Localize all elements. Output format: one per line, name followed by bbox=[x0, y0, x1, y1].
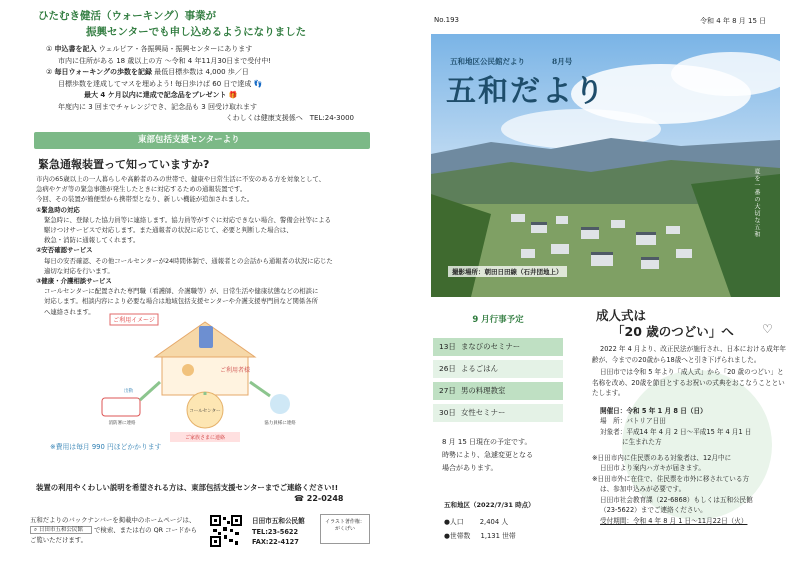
illus-center-label: コールセンター bbox=[189, 409, 221, 414]
gift-icon: 🎁 bbox=[228, 91, 238, 99]
price-note: ※費用は毎月 990 円ほどかかります bbox=[50, 443, 162, 451]
population-title: 五和地区（2022/7/31 時点） bbox=[444, 501, 535, 509]
walking-subtitle: 振興センターでも申し込めるようになりました bbox=[86, 26, 307, 38]
walking-steps bbox=[46, 44, 366, 125]
walking-step-2-note: 目標歩数を達成してマスを埋めよう! 毎日歩けば 60 日で達成 👣 bbox=[58, 79, 263, 88]
heart-hands-icon: ♡ bbox=[762, 322, 773, 336]
schedule-row: 26日 よるごはん bbox=[433, 360, 563, 378]
search-keyword-box: ⌕ 日田市五和公民館 bbox=[30, 526, 92, 534]
arrow-icon bbox=[140, 382, 160, 400]
phone-icon: ☎ bbox=[294, 494, 304, 503]
org-contact: 日田市五和公民館 TEL:23-5622 FAX:22-4127 bbox=[252, 517, 305, 546]
east-center-banner: 東部包括支援センターより bbox=[34, 132, 370, 149]
coming-of-age-subtitle: 「20 歳のつどい」へ bbox=[612, 324, 734, 339]
search-icon: ⌕ bbox=[34, 527, 38, 533]
schedule-heading: 9 月行事予定 bbox=[472, 315, 524, 325]
illus-rescue-label: 消防署に連絡 bbox=[108, 421, 136, 426]
illus-dispatch-label: 出動 bbox=[124, 389, 133, 394]
issue-number: No.193 bbox=[434, 16, 459, 24]
walking-step-2: ② 毎日ウォーキングの歩数を記録 最低目標歩数は 4,000 歩／日 bbox=[46, 68, 249, 76]
walking-step-1-note: 市内に住所がある 18 歳以上の方 ～令和 4 年11月30日まで受付中! bbox=[58, 56, 272, 65]
emergency-device-title: 緊急通報装置って知っていますか? bbox=[38, 158, 210, 171]
schedule-row: 27日 男の料理教室 bbox=[433, 382, 563, 400]
photo-caption: 撮影場所：朝田日田線（石井団地上） bbox=[448, 266, 567, 277]
elder-person-icon bbox=[182, 364, 194, 376]
population-households: ●世帯数 1,131 世帯 bbox=[444, 532, 516, 540]
walking-title: ひたむき健活（ウォーキング）事業が bbox=[38, 10, 217, 22]
vertical-caption: 夏を一番の大切な五和 bbox=[753, 168, 760, 238]
usage-illustration bbox=[100, 312, 310, 448]
qr-code-icon[interactable] bbox=[210, 515, 242, 547]
illus-label: ご利用イメージ bbox=[113, 317, 155, 324]
illustration-credit: イラスト著作権： がくげい bbox=[320, 514, 370, 544]
phone-icon bbox=[199, 326, 213, 348]
walking-step-1: ① 申込書を記入 ウェルピア・各振興局・振興センターにあります bbox=[46, 45, 253, 53]
arrow-icon bbox=[250, 382, 270, 396]
contact-cta: 装置の利用やくわしい説明を希望される方は、東部包括支援センターまでご連絡ください!! bbox=[36, 483, 339, 492]
schedule-row: 30日 女性セミナー bbox=[433, 404, 563, 422]
coming-of-age-title: 成人式は bbox=[596, 308, 647, 323]
right-page bbox=[400, 0, 800, 565]
schedule-row: 13日 まなびのセミナー bbox=[433, 338, 563, 356]
house-icon bbox=[162, 357, 251, 395]
walking-contact: くわしくは健康支援係へ TEL:24-3000 bbox=[225, 114, 354, 122]
illus-user-label: ご利用者様 bbox=[220, 367, 251, 374]
illus-helper-label: 協力員様に連絡 bbox=[264, 421, 296, 426]
masthead-month: 8月号 bbox=[552, 57, 573, 66]
masthead-subtitle: 五和地区公民館だより bbox=[450, 57, 525, 66]
footer bbox=[30, 512, 370, 552]
helper-icon bbox=[270, 394, 290, 414]
ambulance-icon bbox=[102, 398, 140, 416]
masthead-title: 五和だより bbox=[446, 74, 606, 109]
walking-prize: 最大 4 ケ月以内に達成で記念品をプレゼント 🎁 bbox=[84, 91, 238, 99]
emergency-device-body: 市内の65歳以上の一人暮らしや高齢者のみの世帯で、健康や日常生活に不安のある方を対象として、 急病やケガ等の緊急事態が発生したときに対応するための通報装置です。 今回、その装置が簡便型から携帯型となり、新しい機能が追加されました。 ①緊急時の対応 緊急時に、登録した協力員等に連絡します。協力員等がすぐに対応できない場合、警備会社等による 駆けつけサービスで対応します。また通報者の状況に応じて、必要と判断した場合は、 救急・消防に通報してくれます。 ②安否確認サービス 毎日の安否確認、その他コールセンターが24時間体制で、通報者との会話から通報者の状況に応じた 適切な対応を行います。 ③健康・介護相談サービス コールセンターに配置された専門職（看護師、介護職等）が、日常生活や健康状態などの相談に 対応します。相談内容により必要な場合は地域包括支援センターや介護支援専門員など関係各所 へ連絡されます。 bbox=[36, 175, 333, 316]
contact-phone: ☎ 22-0248 bbox=[294, 494, 344, 503]
footer-text: 五和だよりのバックナンバーを掲載中のホームページは、 ⌕ 日田市五和公民館 で検索、または右の QR コードから ご覧いただけます。 bbox=[30, 516, 198, 544]
footprint-icon: 👣 bbox=[253, 79, 263, 88]
illus-family-label: ご家族さまに連絡 bbox=[184, 435, 226, 441]
coming-of-age-body: 2022 年 4 月より、改正民法が施行され、日本における成年年齢が、今までの20歳から18歳へと引き下げられました。 日田市では令和 5 年より「成人式」から「20 歳のつどい」と名称を改め、20歳を節目とするお祝いの式典をおこなうことといたします。 開催日：令和 5 年 1 月 8 日（日） 場 所：パトリア日田 対象者：平成14 年 4 月 2 日～平成15 年 4 月1 日 に生まれた方 ※日田市内に住民票のある対象者は、12月中に 日田市より案内ハガキが届きます。 ※日田市外に在住で、住民票を市外に移されている方 は、参加申込みが必要です。 日田市社会教育課（22-6868）もしくは五和公民館 （23-5622）までご連絡ください。 受付期間：令和 4 年 8 月 1 日～11月22日（火） bbox=[592, 345, 786, 525]
schedule-note: 8 月 15 日現在の予定です。 時勢により、急遽変更となる 場合があります。 bbox=[442, 438, 533, 472]
walking-prize-note: 年度内に 3 回までチャレンジでき、記念品も 3 回受け取れます bbox=[58, 102, 257, 111]
issue-date: 令和 4 年 8 月 15 日 bbox=[700, 17, 767, 25]
population-people: ●人口 2,404 人 bbox=[444, 518, 509, 526]
